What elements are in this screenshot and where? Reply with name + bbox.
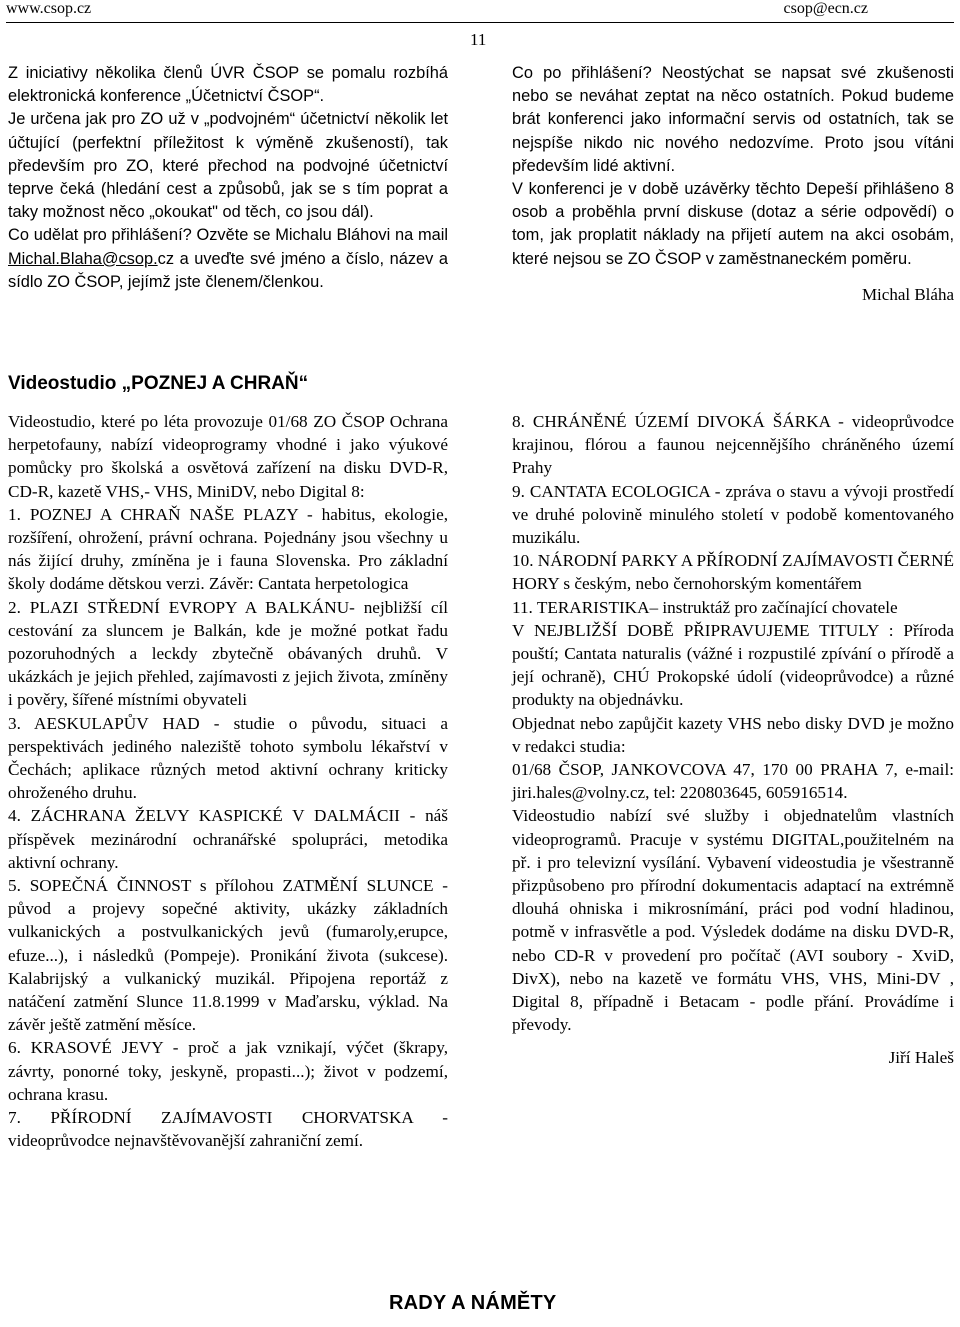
conference-article-left	[8, 62, 448, 294]
footer-section-title: RADY A NÁMĚTY	[389, 1292, 557, 1314]
conference-signup-text: Co udělat pro přihlášení? Ozvěte se Michalu Bláhovi na mail	[8, 226, 448, 245]
videostudio-order-info: Objednat nebo zapůjčit kazety VHS nebo disky DVD je možno v redakci studia:	[512, 713, 954, 756]
conference-paragraph: Co po přihlášení? Neostýchat se napsat své zkušenosti nebo se neváhat zeptat na něco ostatních. Pokud budeme brát konferenci jako informační servis od ostatních, tak se nejspíše nikdo nic nového nedozvíme. Proto jsou vítáni především lidé aktivní.	[512, 64, 954, 175]
videostudio-column-right	[512, 410, 954, 1070]
conference-paragraph: V konferenci je v době uzávěrky těchto Depeší přihlášeno 8 osob a proběhla první diskuse (dotaz a série odpovědí) o tom, jak proplatit náklady na přijetí autem na akci osobám, které nejsou se ZO ČSOP v zaměstnaneckém poměru.	[512, 180, 954, 268]
videostudio-program-item: 5. SOPEČNÁ ČINNOST s přílohou ZATMĚNÍ SLUNCE - původ a projevy sopečné aktivity, ukázky základních vulkanických a postvulkanických jevů (fumaroly,erupce, efuze...), i následků (Pompeje). Pronikání života (sukcese). Kalabrijský a vulkanický muzikál. Připojena reportáž z natáčení zatmění Slunce 11.8.1999 v Maďarsku, výklad. Na závěr ještě zatmění měsíce.	[8, 876, 448, 1035]
videostudio-program-item: 4. ZÁCHRANA ŽELVY KASPICKÉ V DALMÁCII - náš příspěvek mezinárodní ochranářské spolupráci, metodika aktivní ochrany.	[8, 806, 448, 872]
conference-author: Michal Bláha	[861, 284, 954, 304]
videostudio-column-left	[8, 410, 448, 1153]
contact-email-tail: cz	[157, 249, 175, 268]
videostudio-program-item: 7. PŘÍRODNÍ ZAJÍMAVOSTI CHORVATSKA - videoprůvodce nejnavštěvovanější zahraniční zemí.	[8, 1108, 448, 1151]
videostudio-paragraph: Videostudio, které po léta provozuje 01/68 ZO ČSOP Ochrana herpetofauny, nabízí videoprogramy vhodné i jako výukové pomůcky pro školská a osvětová zařízení na disku DVD-R, CD-R, kazetě VHS,- VHS, MiniDV, nebo Digital 8:	[8, 412, 448, 501]
videostudio-program-item: 2. PLAZI STŘEDNÍ EVROPY A BALKÁNU- nejbližší cíl cestování za sluncem je Balkán, kde je možné potkat řadu pozoruhodných a leckdy zbytečně obávaných druhů. V ukázkách je jejich přehled, zajímavosti z jejich života, zmíněny i pověry, šířené místními obyvateli	[8, 597, 448, 710]
conference-paragraph: Z iniciativy několika členů ÚVR ČSOP se pomalu rozbíhá elektronická konference „Účetnictví ČSOP“.	[8, 64, 448, 106]
videostudio-contact: 01/68 ČSOP, JANKOVCOVA 47, 170 00 PRAHA 7, e-mail: jiri.hales@volny.cz, tel: 220803645, 605916514.	[512, 760, 954, 803]
conference-paragraph	[8, 224, 448, 294]
videostudio-program-item: 8. CHRÁNĚNÉ ÚZEMÍ DIVOKÁ ŠÁRKA - videoprůvodce krajinou, flórou a faunou nejcennějšího chráněného území Prahy	[512, 412, 954, 478]
conference-article-right	[512, 62, 954, 306]
header-email[interactable]: csop@ecn.cz	[783, 0, 868, 17]
conference-signup-rest: a uveďte své jméno a číslo, název a sídlo ZO ČSOP, jejímž jste členem/členkou.	[8, 249, 448, 291]
videostudio-program-item: 10. NÁRODNÍ PARKY A PŘÍRODNÍ ZAJÍMAVOSTI ČERNÉ HORY s českým, nebo černohorským komentářem	[512, 551, 954, 594]
videostudio-program-item: 6. KRASOVÉ JEVY - proč a jak vznikají, výčet (škrapy, závrty, ponorné toky, jeskyně, propasti...); život v podzemí, ochrana krasu.	[8, 1038, 448, 1104]
videostudio-program-item: 9. CANTATA ECOLOGICA - zpráva o stavu a vývoji prostředí ve druhé polovině minulého století v podobě komentovaného muzikálu.	[512, 481, 954, 548]
page-number: 11	[470, 30, 487, 49]
conference-paragraph: Je určena jak pro ZO už v „podvojném“ účetnictví několik let účtující (perfektní příležitost k výměně zkušeností), tak především pro ZO, které přechod na podvojné účetnictví teprve čeká (hledání cest a způsobů, jak se s tím poprat a taky možnost něco „okoukat" od těch, co jsou dál).	[8, 110, 448, 222]
videostudio-program-item: 1. POZNEJ A CHRAŇ NAŠE PLAZY - habitus, ekologie, rozšíření, ohrožení, právní ochrana. Pojednány jsou všechny u nás žijící druhy, zmíněna je i fauna Slovenska. Pro základní školy dodáme dětskou verzi. Závěr: Cantata herpetologica	[8, 504, 448, 594]
videostudio-author: Jiří Haleš	[888, 1048, 954, 1068]
contact-email-link[interactable]: Michal.Blaha@csop.	[8, 249, 158, 268]
videostudio-upcoming: V NEJBLIŽŠÍ DOBĚ PŘIPRAVUJEME TITULY : Příroda pouští; Cantata naturalis (vážné i rozpustilé zpívání o přírodě a její ochraně), CHÚ Prokopské údolí (videoprůvodce) a různé produkty na objednávku.	[512, 620, 954, 710]
videostudio-heading: Videostudio „POZNEJ A CHRAŇ“	[8, 373, 309, 394]
header-divider	[6, 22, 954, 23]
videostudio-program-item: 11. TERARISTIKA– instruktáž pro začínající chovatele	[512, 597, 898, 617]
videostudio-services: Videostudio nabízí své služby i objednatelům vlastních videoprogramů. Pracuje v systému DIGITAL,použitelném na př. i pro televizní vysílání. Vybavení videostudia je všestranně přizpůsobeno pro přírodní dokumentacis adaptací na extrémně dlouhá ohniska i mikrosnímání, práci pod vodní hladinou, potmě v infrasvětle a pod. Výsledek dodáme na disku DVD-R, nebo CD-R v provedení pro počítač (AVI soubory - XviD, DivX), nebo na kazetě ve formátu VHS, VHS, Mini-DV , Digital 8, případně i Betacam - podle přání. Provádíme i převody.	[512, 806, 954, 1035]
header-website[interactable]: www.csop.cz	[6, 0, 92, 17]
videostudio-program-item: 3. AESKULAPŮV HAD - studie o původu, situaci a perspektivách jediného naleziště tohoto symbolu lékařství v Čechách; aplikace různých metod aktivní ochrany kriticky ohroženého druhu.	[8, 713, 448, 803]
